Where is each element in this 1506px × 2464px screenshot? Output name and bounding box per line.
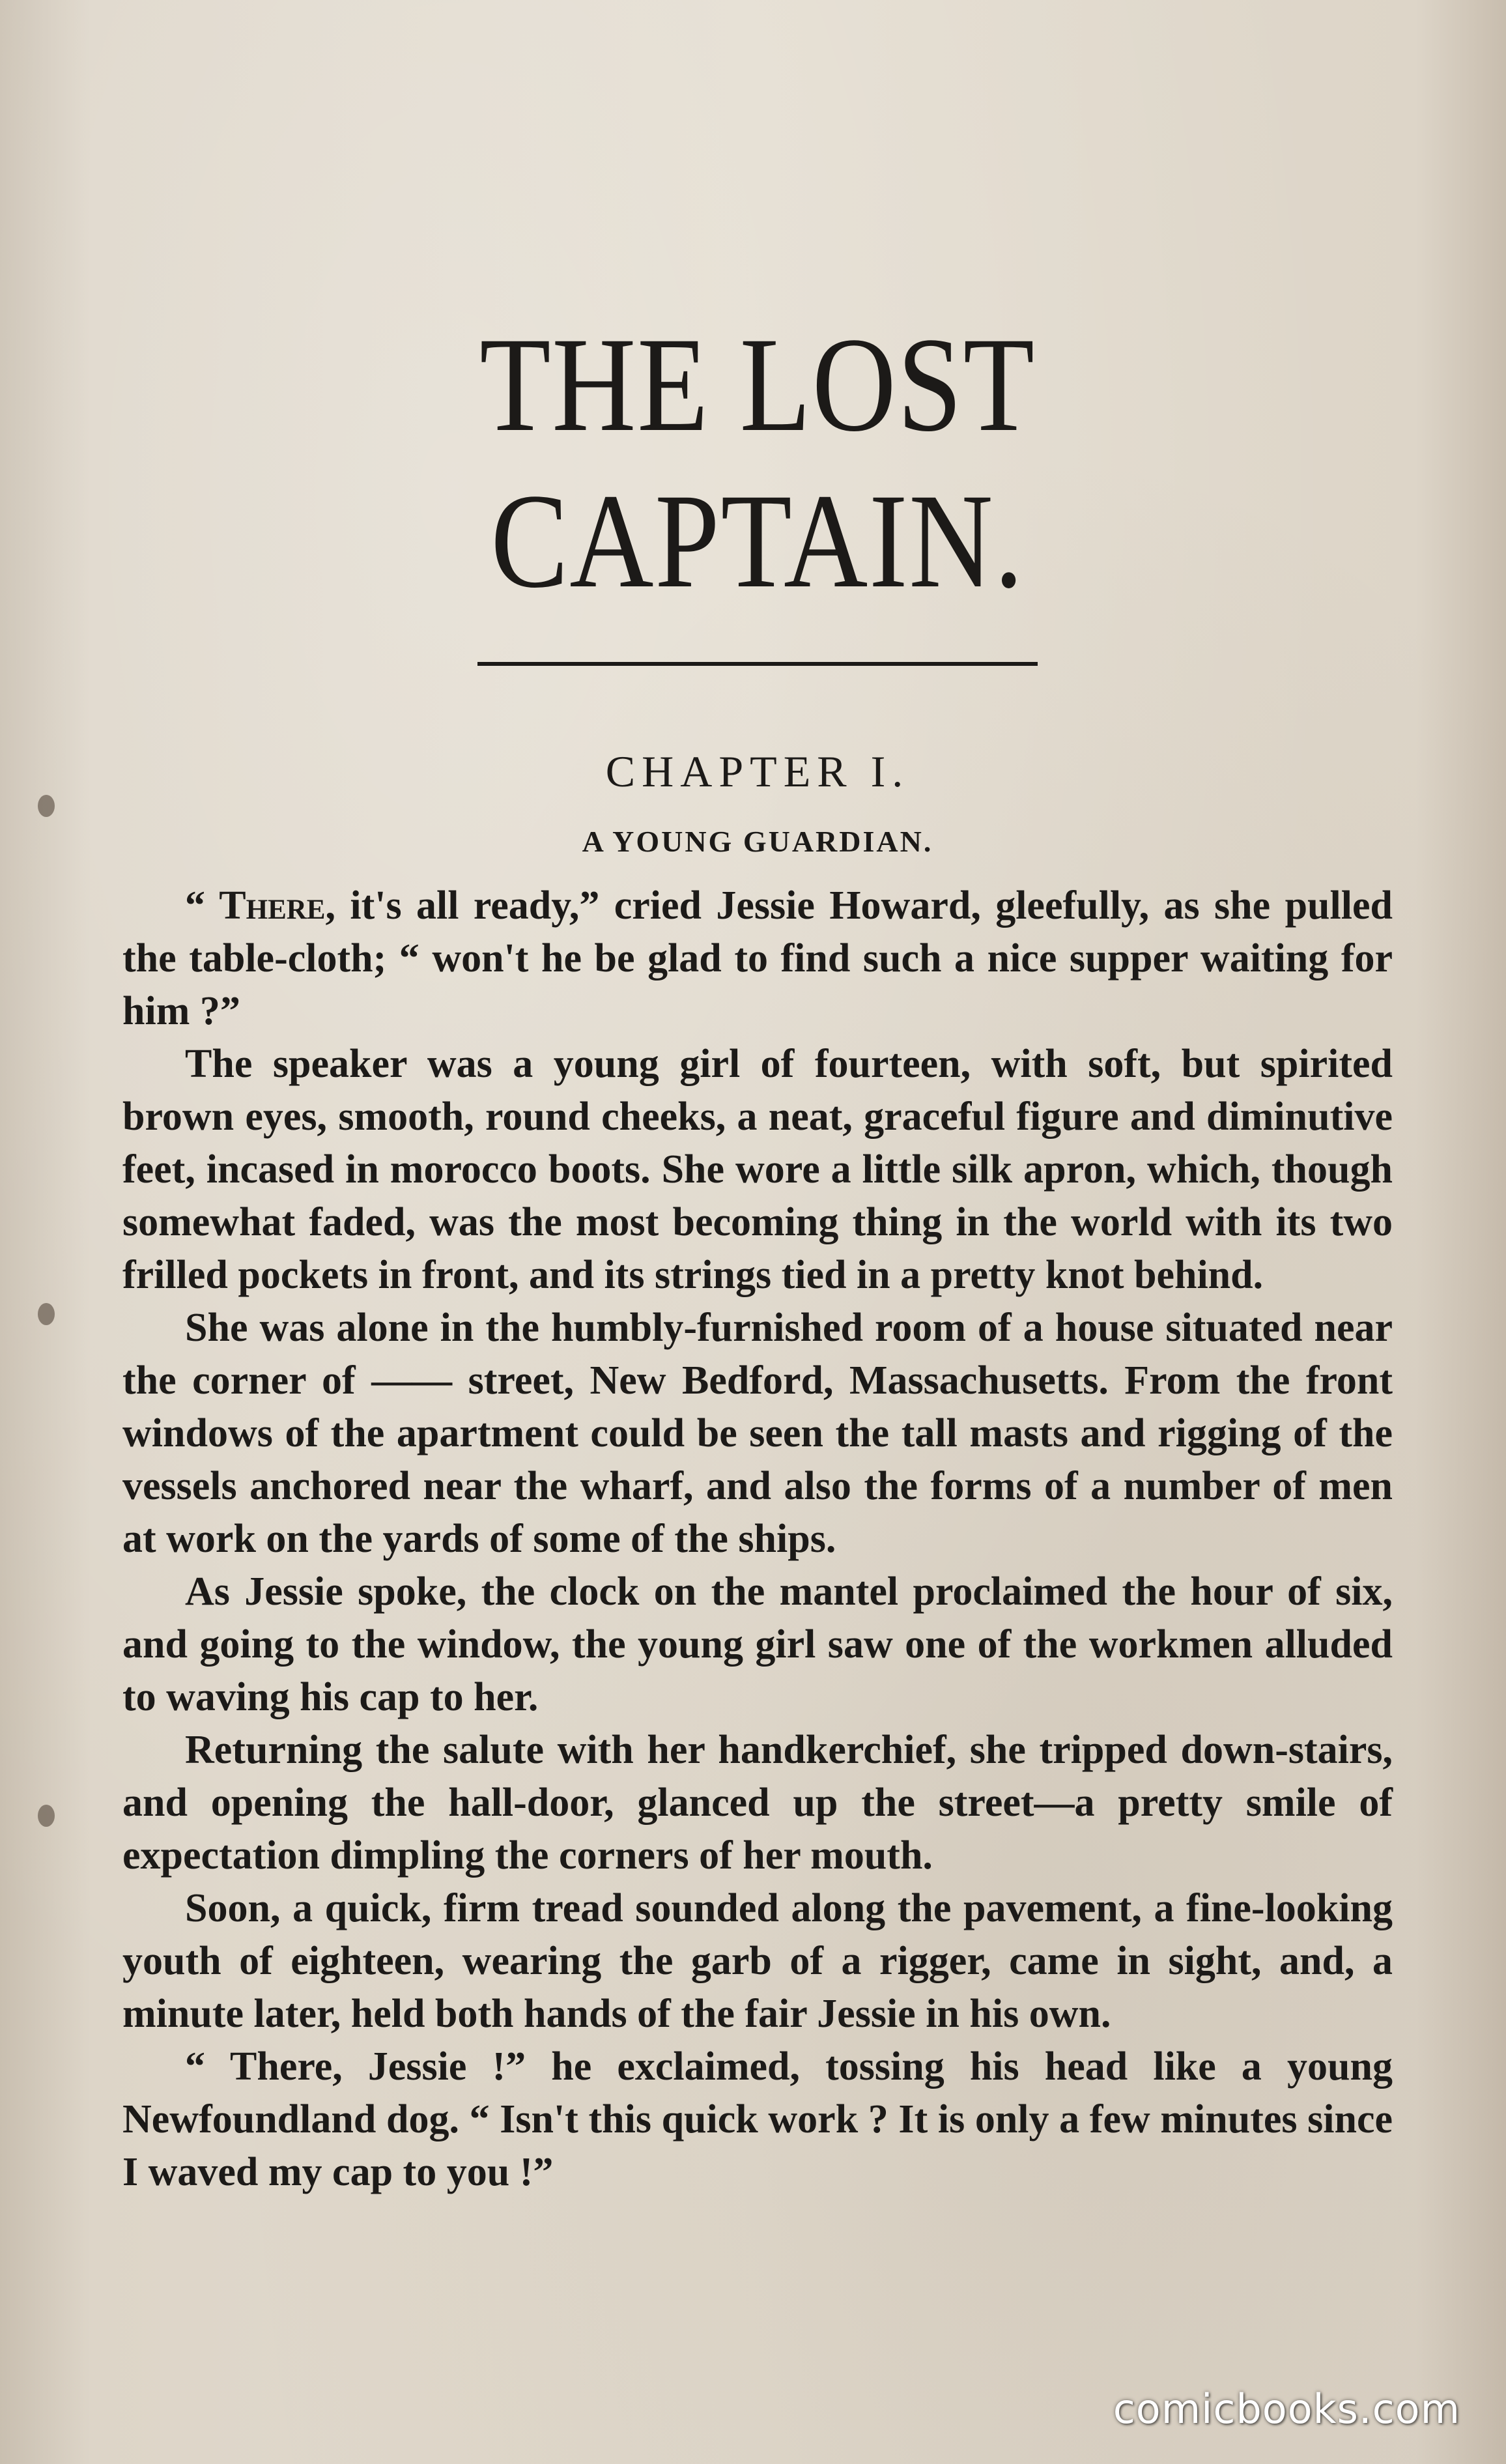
book-title: THE LOST CAPTAIN. — [479, 309, 1036, 616]
paragraph-text: As Jessie spoke, the clock on the mantel proclaimed the hour of six, and going to the window, the young girl saw one of the workmen alluded to waving his cap to her. — [122, 1569, 1393, 1719]
page-content — [122, 306, 1393, 2199]
paragraph — [122, 1882, 1393, 2041]
paragraph-lead: “ There — [185, 883, 326, 928]
paragraph-text: Returning the salute with her handkerchief, she tripped down-stairs, and opening the hall-door, glanced up the street—a pretty smile of expectation dimpling the corners of her mouth. — [122, 1728, 1393, 1878]
binding-hole — [38, 1303, 55, 1325]
watermark: comicbooks.com — [1113, 2385, 1460, 2433]
paragraph — [122, 1038, 1393, 1302]
binding-hole — [38, 1805, 55, 1827]
paragraph-text: She was alone in the humbly-furnished room of a house situated near the corner of —— street, New Bedford, Massachusetts. From the front windows of the apartment could be seen the tall masts and rigging of the vessels anchored near the wharf, and also the forms of a number of men at work on the yards of some of the ships. — [122, 1306, 1393, 1561]
title-rule — [477, 662, 1038, 666]
binding-hole — [38, 795, 55, 817]
paragraph-text: The speaker was a young girl of fourteen, with soft, but spirited brown eyes, smooth, round cheeks, a neat, graceful figure and diminutive feet, incased in morocco boots. She wore a little silk apron, which, though somewhat faded, was the most becoming thing in the world with its two frilled pockets in front, and its strings tied in a pretty knot behind. — [122, 1042, 1393, 1297]
paragraph-text: , it's all ready,” cried Jessie Howard, gleefully, as she pulled the table-cloth; “ won't he be glad to find such a nice supper waiting for him ?” — [122, 883, 1393, 1033]
paragraph — [122, 880, 1393, 1038]
paragraph — [122, 2041, 1393, 2199]
paragraph-text: Soon, a quick, firm tread sounded along the pavement, a fine-looking youth of eighteen, wearing the garb of a rigger, came in sight, and, a minute later, held both hands of the fair Jessie in his own. — [122, 1886, 1393, 2036]
chapter-subtitle: A YOUNG GUARDIAN. — [582, 825, 933, 858]
paragraph — [122, 1724, 1393, 1882]
chapter-heading: CHAPTER I. — [605, 747, 910, 796]
paragraph — [122, 1302, 1393, 1566]
paragraph — [122, 1566, 1393, 1724]
paragraph-text: “ There, Jessie !” he exclaimed, tossing his head like a young Newfoundland dog. “ Isn't this quick work ? It is only a few minutes since I waved my cap to you !” — [122, 2044, 1393, 2194]
